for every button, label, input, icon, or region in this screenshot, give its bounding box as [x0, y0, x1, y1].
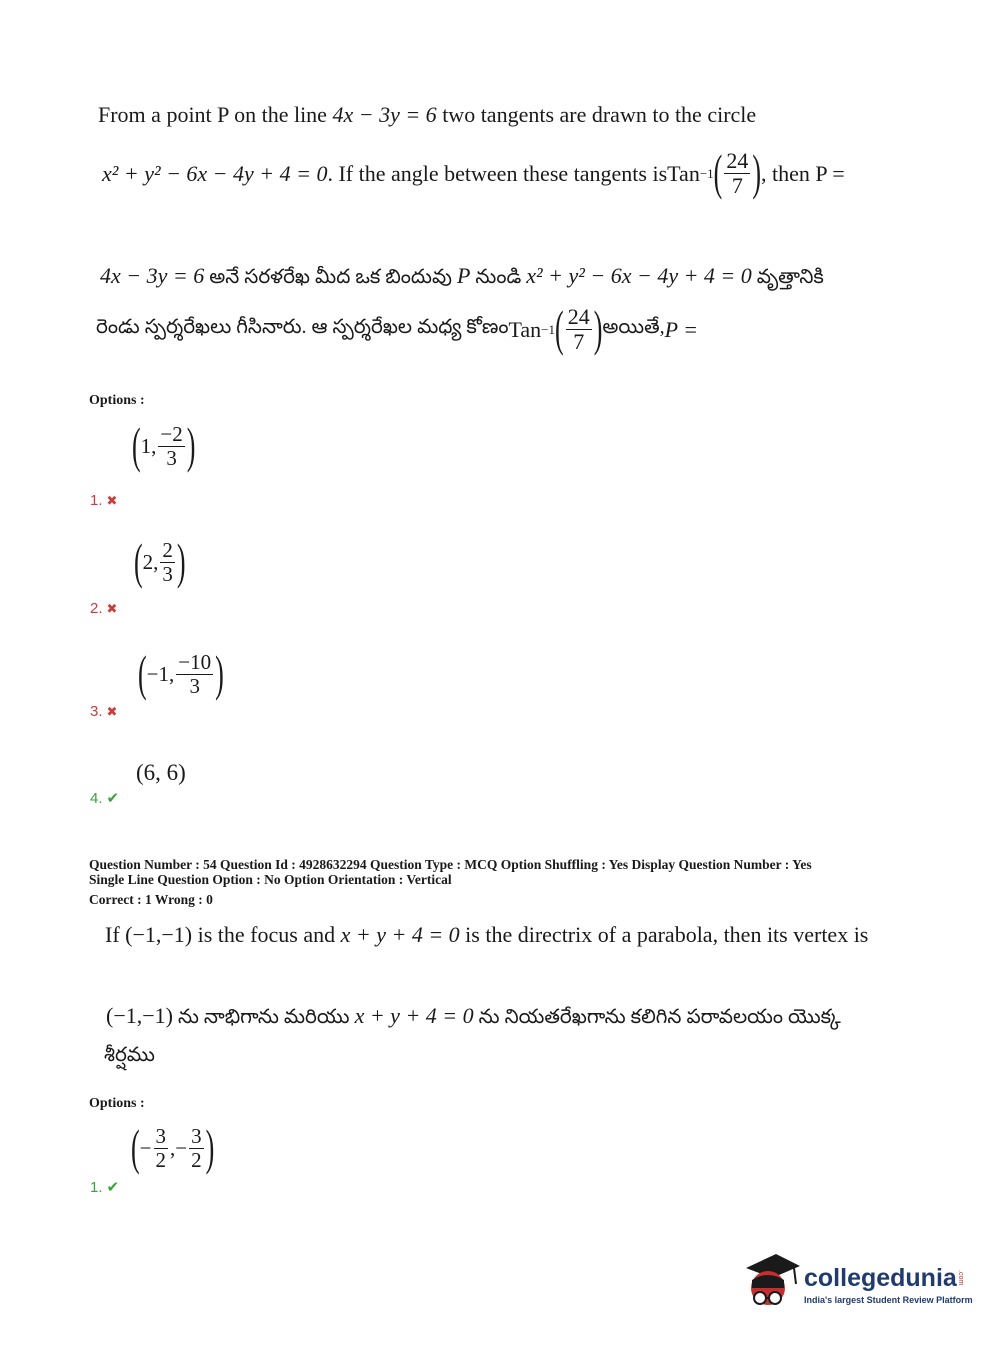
q54-option-1-marker [90, 1178, 119, 1196]
fraction-2-numerator: 3 [191, 1124, 202, 1148]
q53-te-tan-expression [508, 301, 603, 357]
tan-numerator: 24 [726, 148, 749, 173]
option-3-numerator: −10 [178, 650, 212, 674]
q53-te-text: అనే సరళరేఖ మీద ఒక బిందువు [204, 266, 457, 288]
option-2-fraction [160, 540, 175, 585]
tan-numerator: 24 [567, 304, 590, 329]
q53-text-4: , then P = [761, 160, 845, 186]
q53-english-line-2 [102, 145, 845, 201]
q53-te-circle-equation: x² + y² − 6x − 4y + 4 = 0 [526, 263, 752, 288]
left-paren: ( [138, 646, 147, 702]
q54-option-1-fraction-2 [189, 1126, 204, 1171]
right-paren: ) [215, 646, 224, 702]
q54-text-3: is the directrix of a parabola, then its vertex is [459, 922, 869, 947]
right-paren: ) [752, 145, 762, 201]
q53-te-point: P [456, 263, 471, 288]
wrong-cross-icon: ✖ [106, 493, 118, 508]
q54-directrix-equation: x + y + 4 = 0 [340, 922, 460, 947]
option-3-number: 3. [90, 703, 103, 720]
tan-fraction [724, 150, 750, 197]
correct-check-icon: ✔ [106, 790, 120, 807]
option-2-number: 2. [90, 600, 103, 617]
q53-english-line-1 [98, 102, 756, 128]
left-paren: ( [555, 301, 564, 357]
left-paren: ( [132, 418, 141, 474]
q54-meta-line-1: Question Number : 54 Question Id : 4928632294 Question Type : MCQ Option Shuffling : Yes Display Question Number : Yes [89, 857, 812, 872]
wrong-cross-icon: ✖ [106, 704, 118, 719]
q53-option-4-expression: (6, 6) [136, 760, 186, 785]
q53-text-3: . If the angle between these tangents is [327, 160, 668, 186]
q53-te-line-equation: 4x − 3y = 6 [100, 263, 205, 288]
option-1-coordinate: 1, [140, 434, 157, 458]
tan-fraction [566, 306, 592, 353]
q54-english-line [105, 922, 868, 948]
q54-option-1-fraction-1 [154, 1126, 169, 1171]
tan-superscript: −1 [541, 321, 556, 337]
q53-te-text-3: వృత్తానికి [751, 266, 824, 288]
q54-te-text: ను నాభిగాను మరియు [172, 1006, 355, 1028]
q54-telugu-line-2: శీర్షము [104, 1044, 155, 1066]
mascot-icon [742, 1248, 802, 1314]
q54-option-1-expression [131, 1120, 215, 1176]
q53-telugu-line-2 [96, 301, 699, 357]
q53-options-label: Options : [89, 393, 145, 408]
q53-option-1-marker [90, 492, 117, 509]
right-paren: ) [205, 1120, 215, 1176]
q54-telugu-line-1 [106, 1003, 841, 1033]
tan-label: Tan [667, 160, 700, 186]
q54-text: If [105, 922, 126, 947]
option-3-denominator: 3 [189, 674, 200, 698]
q53-option-4-marker [90, 789, 119, 807]
option-3-coordinate: −1, [146, 662, 175, 686]
right-paren: ) [593, 301, 603, 357]
fraction-1-numerator: 3 [155, 1124, 167, 1148]
q53-option-1-expression [132, 418, 196, 474]
left-paren: ( [713, 145, 723, 201]
option-1-number: 1. [90, 492, 103, 509]
q53-line-equation: 4x − 3y = 6 [332, 102, 437, 127]
minus-sign: − [139, 1136, 152, 1160]
tan-denominator: 7 [731, 173, 743, 198]
left-paren: ( [134, 534, 143, 590]
collegedunia-logo [742, 1248, 973, 1314]
tan-label: Tan [508, 316, 542, 342]
q54-meta-line-3: Correct : 1 Wrong : 0 [89, 892, 213, 907]
brand-name: collegedunia [804, 1263, 957, 1292]
q53-option-3-expression [138, 646, 224, 702]
option-2-coordinate: 2, [142, 550, 159, 574]
q54-te-focus: (−1,−1) [106, 1003, 173, 1028]
q53-option-3-marker [90, 703, 117, 720]
wrong-cross-icon: ✖ [106, 601, 118, 616]
option-1-number: 1. [90, 1179, 103, 1196]
right-paren: ) [176, 534, 186, 590]
q54-meta-line-2: Single Line Question Option : No Option Orientation : Vertical [89, 872, 452, 887]
option-1-numerator: −2 [160, 422, 183, 446]
q54-text-2: is the focus and [192, 922, 341, 947]
correct-check-icon: ✔ [106, 1179, 120, 1196]
option-3-fraction [176, 652, 213, 697]
fraction-1-denominator: 2 [155, 1148, 167, 1172]
tan-superscript: −1 [699, 165, 714, 181]
q53-text: From a point P on the line [98, 102, 333, 127]
option-4-number: 4. [90, 790, 103, 807]
option-1-denominator: 3 [166, 446, 177, 470]
option-1-fraction [158, 424, 184, 469]
option-2-numerator: 2 [162, 538, 173, 562]
right-paren: ) [186, 418, 196, 474]
q53-circle-equation: x² + y² − 6x − 4y + 4 = 0 [102, 160, 328, 186]
tan-denominator: 7 [573, 329, 585, 354]
left-paren: ( [131, 1120, 140, 1176]
comma-minus: ,− [170, 1136, 188, 1160]
brand-suffix: .com [956, 1270, 964, 1286]
q53-te-p-equals: P = [664, 316, 699, 342]
q54-te-text-2: ను నియతరేఖగాను కలిగిన పరావలయం యొక్క [473, 1006, 841, 1028]
q53-te-text-4: రెండు స్పర్శరేఖలు గీసినారు. ఆ స్పర్శరేఖల మధ్య కోణం [96, 316, 509, 338]
q53-te-text-5: అయితే, [602, 316, 665, 338]
brand-tagline: India's largest Student Review Platform [804, 1294, 973, 1305]
q54-te-directrix-equation: x + y + 4 = 0 [354, 1003, 474, 1028]
q53-option-2-marker [90, 600, 117, 617]
q54-options-label: Options : [89, 1096, 145, 1111]
q53-option-2-expression [134, 534, 186, 590]
q53-tan-expression [667, 145, 762, 201]
q53-telugu-line-1 [100, 263, 824, 293]
q54-focus: (−1,−1) [125, 922, 193, 947]
q53-text-2: two tangents are drawn to the circle [436, 102, 757, 127]
fraction-2-denominator: 2 [191, 1148, 202, 1172]
q53-te-text-2: నుండి [470, 266, 527, 288]
option-2-denominator: 3 [162, 562, 173, 586]
